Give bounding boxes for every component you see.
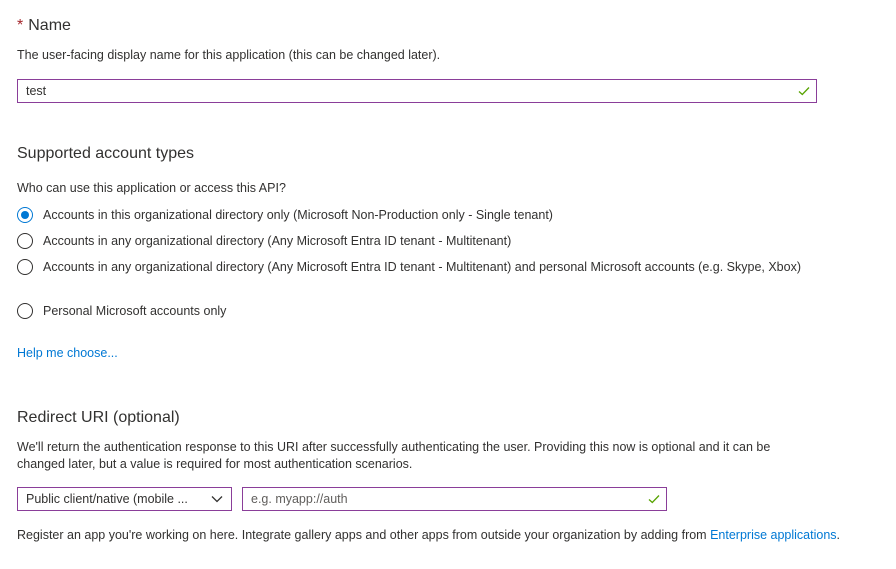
account-types-question: Who can use this application or access this API? <box>17 181 286 195</box>
name-heading <box>17 17 71 35</box>
radio-multitenant[interactable] <box>17 233 817 250</box>
required-marker: * <box>17 17 24 34</box>
chevron-down-icon <box>211 494 223 504</box>
checkmark-icon <box>648 493 660 505</box>
radio-label: Personal Microsoft accounts only <box>43 304 227 318</box>
redirect-uri-placeholder: e.g. myapp://auth <box>251 492 348 506</box>
radio-button[interactable] <box>17 233 33 249</box>
name-input-value: test <box>26 84 47 98</box>
radio-button-checked[interactable] <box>17 207 33 223</box>
account-types-title: Supported account types <box>17 145 195 162</box>
platform-select-value: Public client/native (mobile ... <box>26 492 188 506</box>
redirect-uri-title: Redirect URI (optional) <box>17 409 180 426</box>
name-title: Name <box>28 17 71 34</box>
radio-button[interactable] <box>17 303 33 319</box>
radio-button[interactable] <box>17 259 33 275</box>
footer-suffix: . <box>836 528 841 542</box>
checkmark-icon <box>798 85 810 97</box>
redirect-uri-description: We'll return the authentication response to this URI after successfully authenticating the user. Providing this now is optional and it can be changed later, but a value is required for most authentication scenarios. <box>17 440 771 471</box>
help-me-choose-link[interactable]: Help me choose... <box>17 346 118 360</box>
name-input[interactable] <box>17 79 817 103</box>
redirect-uri-input[interactable] <box>242 487 667 511</box>
platform-select[interactable] <box>17 487 232 511</box>
footer-text <box>17 527 840 544</box>
enterprise-applications-link[interactable]: Enterprise applications <box>710 528 837 542</box>
radio-label: Accounts in any organizational directory (Any Microsoft Entra ID tenant - Multitenant) <box>43 234 512 248</box>
radio-single-tenant[interactable] <box>17 207 817 224</box>
footer-description: Register an app you're working on here. Integrate gallery apps and other apps from outside your organization by adding from <box>17 528 711 542</box>
radio-label: Accounts in this organizational directory only (Microsoft Non-Production only - Single tenant) <box>43 208 553 222</box>
name-description: The user-facing display name for this application (this can be changed later). <box>17 48 441 62</box>
radio-label: Accounts in any organizational directory (Any Microsoft Entra ID tenant - Multitenant) and personal Microsoft accounts (e.g. Skype, Xbox) <box>43 260 801 274</box>
radio-multitenant-personal[interactable] <box>17 259 807 276</box>
radio-personal-only[interactable] <box>17 303 817 320</box>
